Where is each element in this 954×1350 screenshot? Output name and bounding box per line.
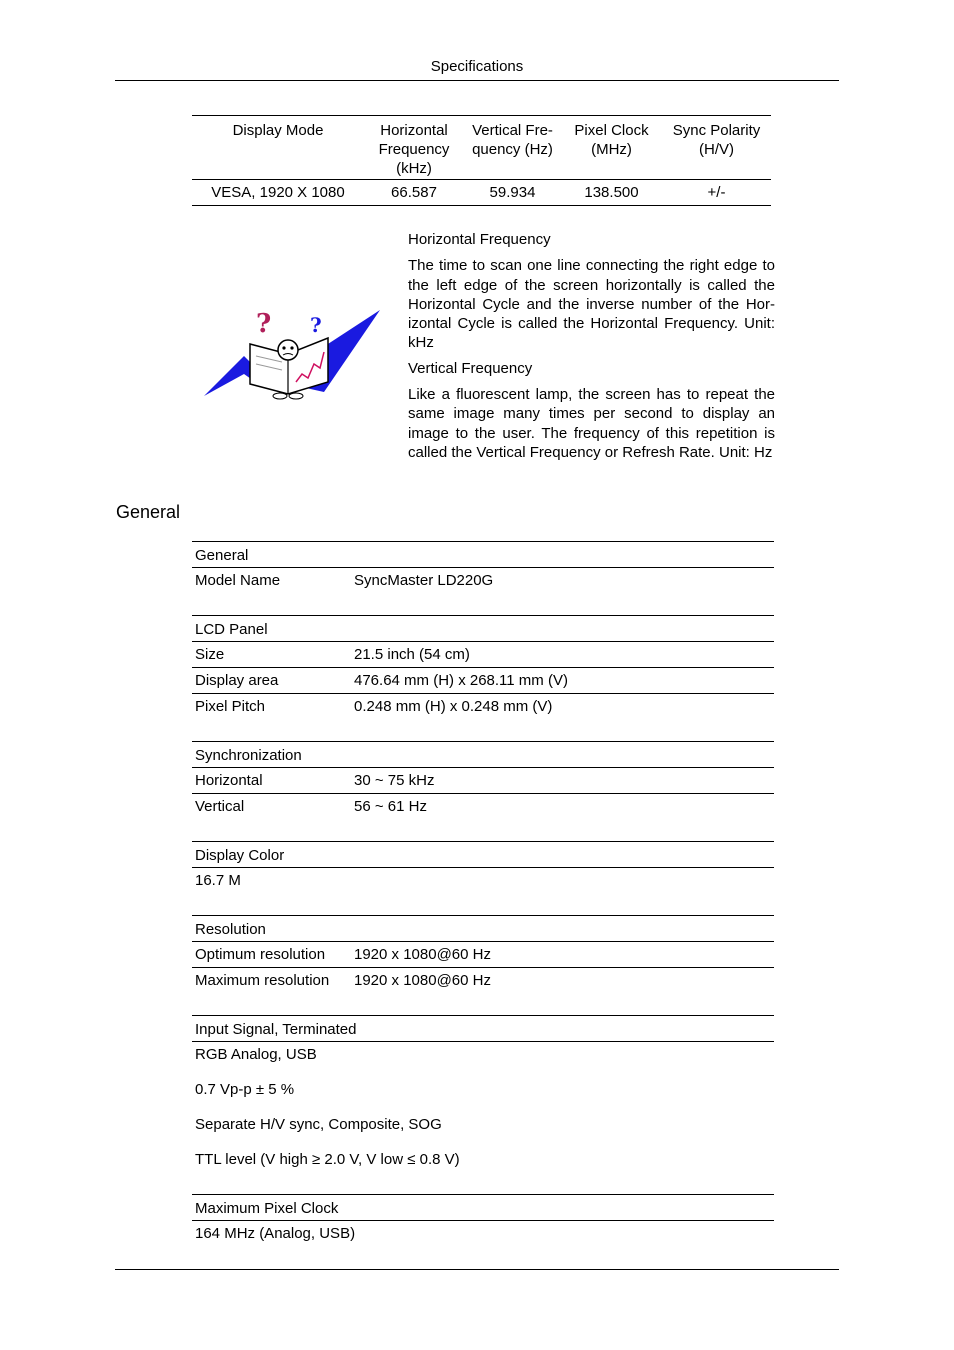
- spec-value: 21.5 inch (54 cm): [354, 646, 470, 663]
- col-vertical-frequency: Vertical Fre- quency (Hz): [472, 122, 553, 158]
- mode-table-header-row: [192, 116, 771, 180]
- col-pixel-clock: Pixel Clock (MHz): [574, 122, 649, 158]
- general-spec-table: [192, 541, 774, 1268]
- table-row: [192, 967, 774, 993]
- confused-book-character-icon: [204, 308, 380, 400]
- cell-pclock: 138.500: [584, 184, 639, 201]
- note-hfreq-text: The time to scan one line connecting the right edge to the left edge of the screen horizontally is called the Horizontal Cycle and the inverse number of the Hor-izontal Cycle is called the Horizontal Frequency. Unit: kHz: [408, 257, 775, 352]
- table-row: [192, 942, 774, 967]
- col-horizontal-frequency: Horizontal Frequency (kHz): [378, 122, 450, 177]
- spec-group-title: LCD Panel: [192, 615, 774, 642]
- header-rule: [115, 80, 839, 81]
- note-vfreq-title: Vertical Frequency: [408, 359, 533, 377]
- table-row: [192, 568, 774, 593]
- spec-group-title: Input Signal, Terminated: [192, 1015, 774, 1042]
- spec-label: Optimum resolution: [195, 946, 326, 963]
- table-row: [192, 793, 774, 819]
- list-item: RGB Analog, USB: [195, 1046, 317, 1063]
- spec-group-title: Resolution: [192, 915, 774, 942]
- spec-group-general: [192, 541, 774, 593]
- spec-value: 164 MHz (Analog, USB): [195, 1225, 356, 1242]
- section-title-general: General: [116, 502, 181, 522]
- spec-label: Model Name: [195, 572, 281, 589]
- spec-value: 476.64 mm (H) x 268.11 mm (V): [354, 672, 568, 689]
- spec-group-title: Synchronization: [192, 741, 774, 768]
- svg-text:?: ?: [256, 309, 272, 339]
- table-row: [192, 642, 774, 667]
- note-hfreq-title: Horizontal Frequency: [408, 231, 551, 248]
- spec-label: Size: [195, 646, 225, 663]
- display-mode-table: [192, 115, 771, 206]
- spec-group-title: Display Color: [192, 841, 774, 868]
- cell-mode: VESA, 1920 X 1080: [211, 184, 345, 201]
- spec-value: 30 ~ 75 kHz: [354, 772, 435, 789]
- spec-label: Horizontal: [195, 772, 263, 789]
- list-item: TTL level (V high ≥ 2.0 V, V low ≤ 0.8 V): [195, 1151, 460, 1168]
- table-row: [192, 667, 774, 693]
- spec-group-title: General: [192, 541, 774, 568]
- cell-vfreq: 59.934: [489, 184, 536, 201]
- spec-value: 16.7 M: [195, 872, 241, 889]
- cell-sync: +/-: [707, 184, 726, 201]
- page-header-title: Specifications: [430, 58, 524, 75]
- spec-group-lcd-panel: [192, 615, 774, 719]
- table-row: [192, 768, 774, 793]
- frequency-note: [408, 230, 775, 468]
- spec-label: Vertical: [195, 798, 245, 815]
- table-row: [192, 180, 771, 206]
- cell-hfreq: 66.587: [391, 184, 437, 201]
- spec-group-display-color: [192, 841, 774, 893]
- footer-rule: [115, 1269, 839, 1270]
- spec-value: 1920 x 1080@60 Hz: [354, 972, 491, 989]
- spec-label: Maximum resolution: [195, 972, 330, 989]
- spec-value: 56 ~ 61 Hz: [354, 798, 427, 815]
- list-item: 0.7 Vp-p ± 5 %: [195, 1081, 295, 1098]
- col-sync-polarity: Sync Polarity (H/V): [672, 122, 761, 158]
- spec-value: 0.248 mm (H) x 0.248 mm (V): [354, 698, 553, 715]
- spec-group-title: Maximum Pixel Clock: [192, 1194, 774, 1221]
- spec-value: SyncMaster LD220G: [354, 572, 494, 589]
- svg-text:?: ?: [310, 313, 322, 337]
- col-display-mode: Display Mode: [232, 122, 324, 139]
- spec-group-max-pixel-clock: [192, 1194, 774, 1246]
- list-item: Separate H/V sync, Composite, SOG: [195, 1116, 442, 1133]
- spec-group-synchronization: [192, 741, 774, 819]
- spec-value: 1920 x 1080@60 Hz: [354, 946, 491, 963]
- spec-label: Pixel Pitch: [195, 698, 266, 715]
- spec-group-input-signal: [192, 1015, 774, 1172]
- spec-label: Display area: [195, 672, 279, 689]
- table-row: [192, 693, 774, 719]
- note-vfreq-text: Like a fluorescent lamp, the screen has to repeat the same image many times per second to display an image to the user. The frequency of this repetition is called the Vertical Frequency or Refresh Rate. Unit: Hz: [408, 386, 775, 461]
- spec-group-resolution: [192, 915, 774, 993]
